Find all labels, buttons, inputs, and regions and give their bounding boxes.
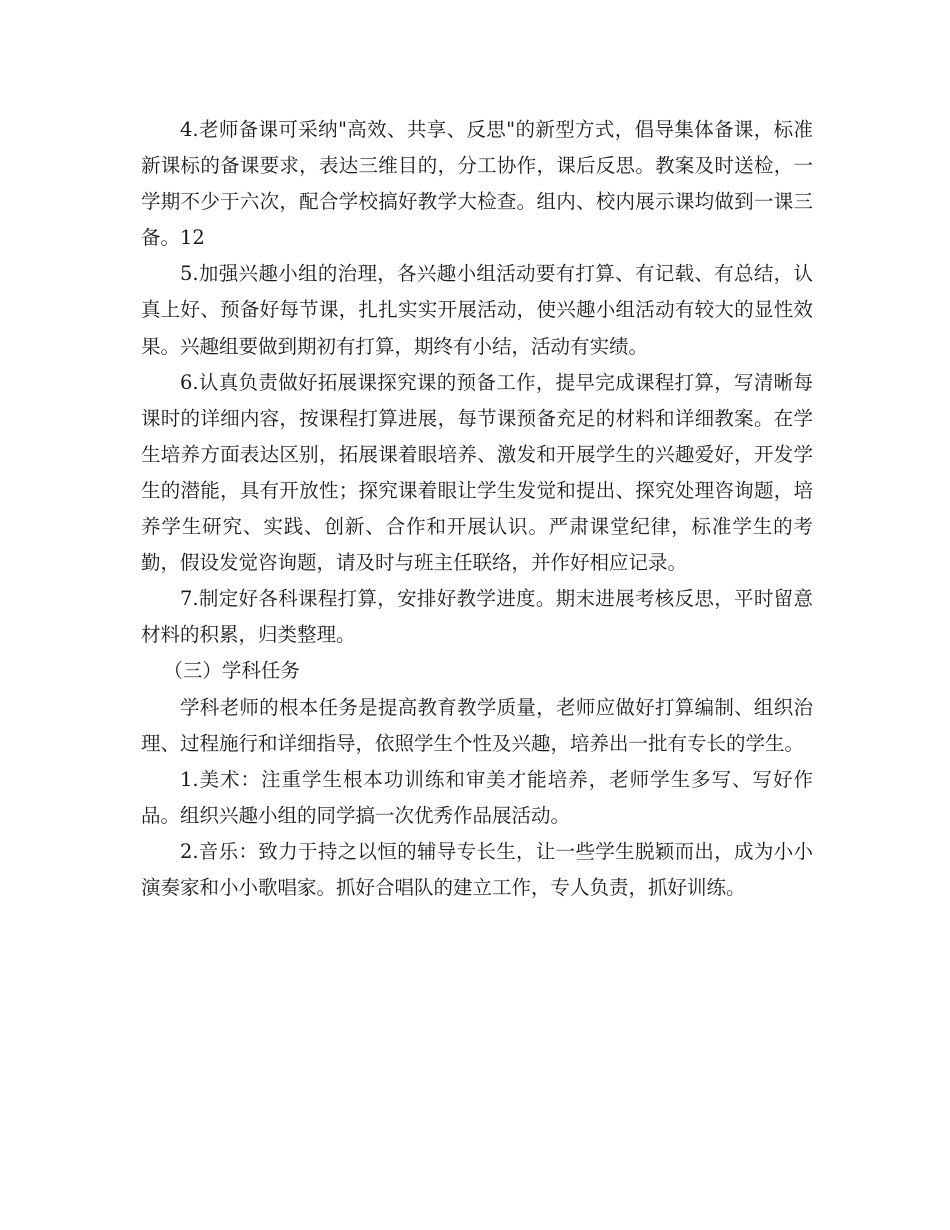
paragraph-4: 4.老师备课可采纳"高效、共享、反思"的新型方式，倡导集体备课，标准新课标的备课要求，表达三维目的，分工协作，课后反思。教案及时送检，一学期不少于六次，配合学校搞好教学大检查。组内、校内展示课均做到一课三备。12 [141,118,813,250]
paragraph-subject-tasks: 学科老师的根本任务是提高教育教学质量，老师应做好打算编制、组织治理、过程施行和详细指导，依照学生个性及兴趣，培养出一批有专长的学生。 [141,695,813,755]
document-body [141,112,813,906]
section-heading: （三）学科任务 [163,659,300,683]
paragraph-6: 6.认真负责做好拓展课探究课的预备工作，提早完成课程打算，写清晰每课时的详细内容，按课程打算进展，每节课预备充足的材料和详细教案。在学生培养方面表达区别，拓展课着眼培养、激发和开展学生的兴趣爱好，开发学生的潜能，具有开放性；探究课着眼让学生发觉和提出、探究处理咨询题，培养学生研究、实践、创新、合作和开展认识。严肃课堂纪律，标准学生的考勤，假设发觉咨询题，请及时与班主任联络，并作好相应记录。 [141,370,813,575]
paragraph-art: 1.美术：注重学生根本功训练和审美才能培养，老师学生多写、写好作品。组织兴趣小组的同学搞一次优秀作品展活动。 [141,767,813,827]
paragraph-music: 2.音乐：致力于持之以恒的辅导专长生，让一些学生脱颖而出，成为小小演奏家和小小歌唱家。抓好合唱队的建立工作，专人负责，抓好训练。 [141,839,813,899]
paragraph-7: 7.制定好各科课程打算，安排好教学进度。期末进展考核反思，平时留意材料的积累，归类整理。 [141,587,813,647]
paragraph-5: 5.加强兴趣小组的治理，各兴趣小组活动要有打算、有记载、有总结，认真上好、预备好每节课，扎扎实实开展活动，使兴趣小组活动有较大的显性效果。兴趣组要做到期初有打算，期终有小结，活动有实绩。 [141,262,813,358]
